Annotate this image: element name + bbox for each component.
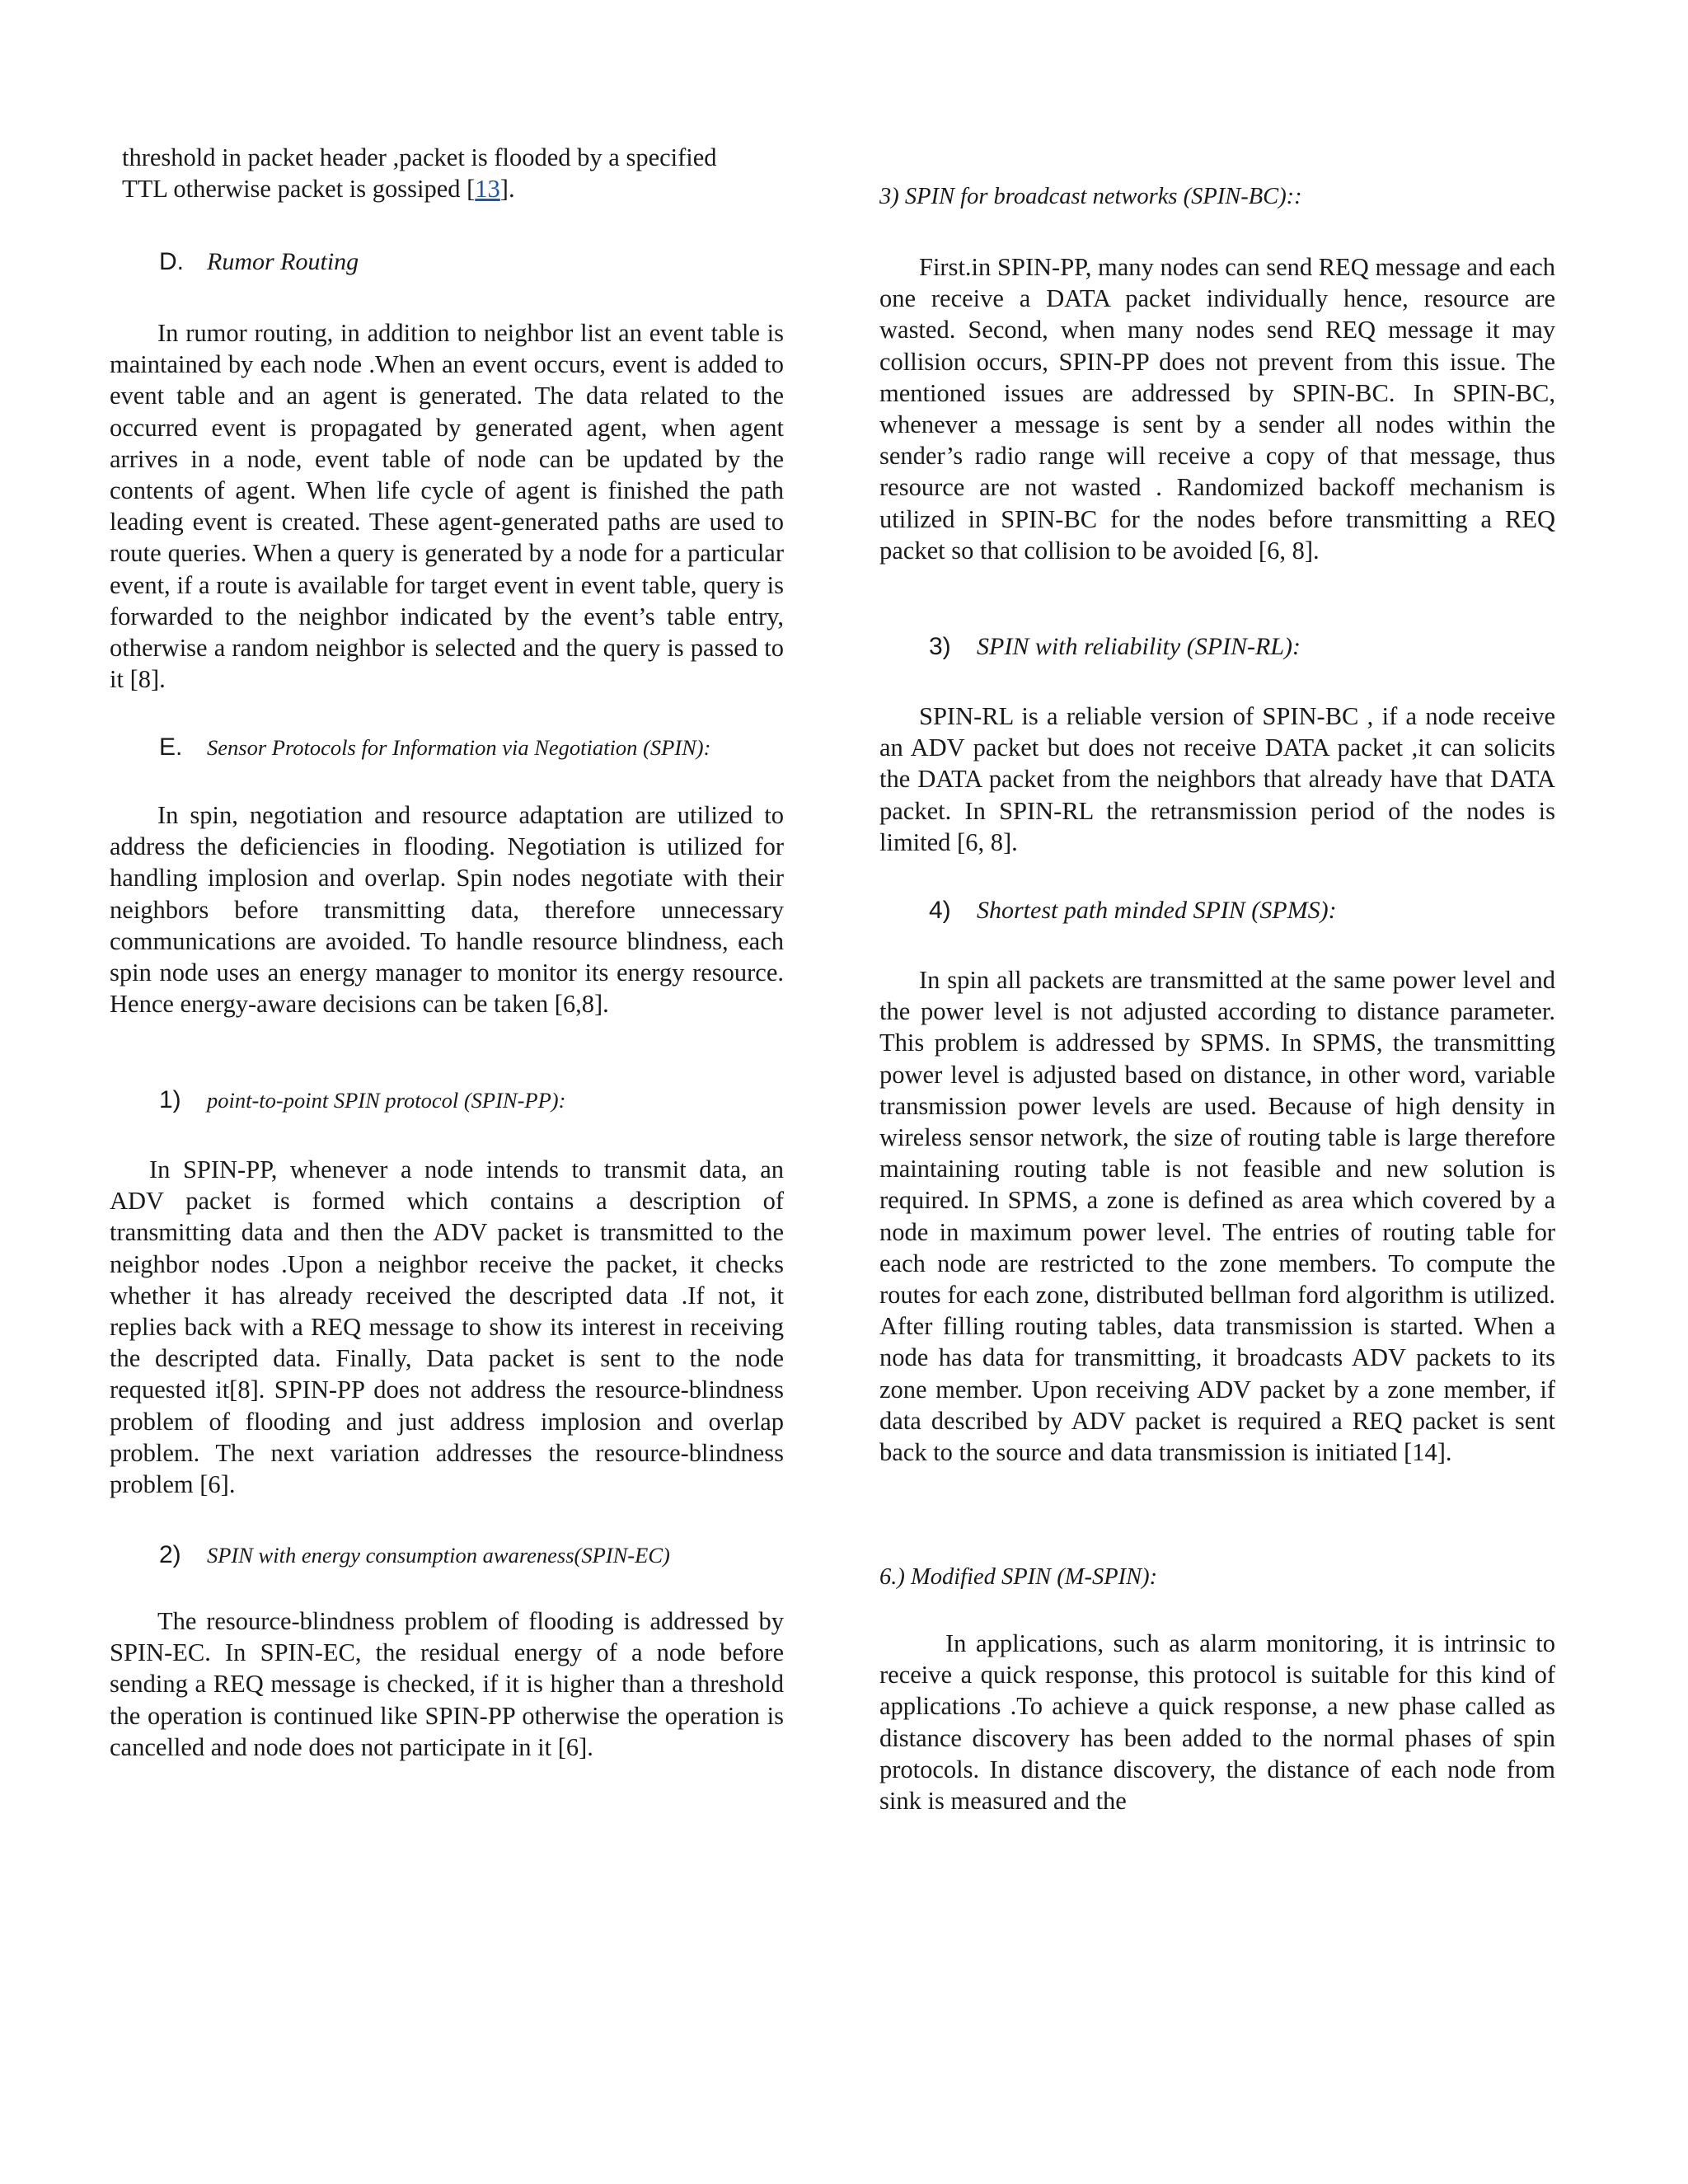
rumor-routing-paragraph: In rumor routing, in addition to neighbor list an event table is maintained by each node .When an event occurs, event is added to event table and an agent is generated. The data related to the occurred event is propagated by generated agent, when agent arrives in a node, event table of node can be updated by the contents of agent. When life cycle of agent is finished the path leading event is created. These agent-generated paths are used to route queries. When a query is generated by a node for a particular event, if a route is available for target event in event table, query is forwarded to the neighbor indicated by the event’s table entry, otherwise a random neighbor is selected and the query is passed to it [8]. bbox=[110, 319, 784, 694]
section-title: Rumor Routing bbox=[207, 248, 359, 275]
subsection-heading-m-spin bbox=[879, 1564, 1157, 1591]
subsection-heading-spin-rl bbox=[929, 633, 1301, 661]
subsection-heading-spin-bc bbox=[879, 184, 1302, 210]
section-title: Sensor Protocols for Information via Negotiation (SPIN): bbox=[207, 735, 711, 760]
subsection-heading-spms bbox=[929, 897, 1337, 925]
spin-bc-paragraph: First.in SPIN-PP, many nodes can send REQ message and each one receive a DATA packet individually hence, resource are wasted. Second, when many nodes send REQ message it may collision occurs, SPIN-PP does not prevent from this issue. The mentioned issues are addressed by SPIN-BC. In SPIN-BC, whenever a message is sent by a sender all nodes within the sender’s radio range will receive a copy of that message, thus resource are not wasted . Randomized backoff mechanism is utilized in SPIN-BC for the nodes before transmitting a REQ packet so that collision to be avoided [6, 8]. bbox=[879, 253, 1555, 565]
subsection-title: SPIN with reliability (SPIN-RL): bbox=[977, 633, 1301, 660]
continuation-paragraph bbox=[122, 142, 784, 204]
spin-ec-paragraph: The resource-blindness problem of flooding is addressed by SPIN-EC. In SPIN-EC, the residual energy of a node before sending a REQ message is checked, if it is higher than a threshold the operation is continued like SPIN-PP otherwise the operation is cancelled and node does not participate in it [6]. bbox=[110, 1607, 784, 1761]
spin-pp-paragraph: In SPIN-PP, whenever a node intends to transmit data, an ADV packet is formed which contains a description of transmitting data and then the ADV packet is transmitted to the neighbor nodes .Upon a neighbor receive the packet, it checks whether it has already received the descripted data .If not, it replies back with a REQ message to show its interest in receiving the descripted data. Finally, Data packet is sent to the node requested it[8]. SPIN-PP does not address the resource-blindness problem of flooding and just address implosion and overlap problem. The next variation addresses the resource-blindness problem [6]. bbox=[110, 1155, 784, 1499]
subsection-title: point-to-point SPIN protocol (SPIN-PP): bbox=[207, 1088, 566, 1113]
section-heading-rumor-routing bbox=[159, 248, 359, 276]
subsection-number: 3) bbox=[929, 633, 951, 660]
spin-rl-paragraph: SPIN-RL is a reliable version of SPIN-BC , if a node receive an ADV packet but does not receive DATA packet ,it can solicits the DATA packet from the neighbors that already have that DATA packet. In SPIN-RL the retransmission period of the nodes is limited [6, 8]. bbox=[879, 702, 1555, 856]
spms-paragraph: In spin all packets are transmitted at the same power level and the power level is not adjusted according to distance parameter. This problem is addressed by SPMS. In SPMS, the transmitting power level is adjusted based on distance, in other word, variable transmission power levels are used. Because of high density in wireless sensor network, the size of routing table is large therefore maintaining routing table is not feasible and new solution is required. In SPMS, a zone is defined as area which covered by a node in maximum power level. The entries of routing table for each node are restricted to the zone members. To compute the routes for each zone, distributed bellman ford algorithm is utilized. After filling routing tables, data transmission is started. When a node has data for transmitting, it broadcasts ADV packets to its zone member. Upon receiving ADV packet by a zone member, if data described by ADV packet is required a REQ packet is sent back to the source and data transmission is initiated [14]. bbox=[879, 966, 1555, 1467]
subsection-heading-spin-pp bbox=[159, 1086, 565, 1114]
section-number: E. bbox=[159, 733, 183, 761]
subsection-number: 1) bbox=[159, 1086, 181, 1113]
continuation-line-1: threshold in packet header ,packet is flooded by a specified bbox=[122, 143, 717, 171]
subsection-number: 4) bbox=[929, 897, 951, 924]
subsection-title: 3) SPIN for broadcast networks (SPIN-BC):: bbox=[879, 184, 1302, 209]
reference-link-13[interactable]: 13 bbox=[475, 175, 500, 204]
subsection-heading-spin-ec bbox=[159, 1541, 670, 1569]
m-spin-paragraph: In applications, such as alarm monitoring, it is intrinsic to receive a quick response, this protocol is suitable for this kind of applications .To achieve a quick response, a new phase called as distance discovery has been added to the normal phases of spin protocols. In distance discovery, the distance of each node from sink is measured and the bbox=[879, 1629, 1555, 1816]
subsection-title: Shortest path minded SPIN (SPMS): bbox=[977, 897, 1337, 924]
section-number: D. bbox=[159, 248, 184, 275]
section-heading-spin bbox=[159, 733, 710, 762]
continuation-line-2: TTL otherwise packet is gossiped [ bbox=[122, 175, 476, 204]
subsection-title: SPIN with energy consumption awareness(SPIN-EC) bbox=[207, 1543, 670, 1568]
subsection-number: 2) bbox=[159, 1541, 181, 1568]
spin-paragraph: In spin, negotiation and resource adaptation are utilized to address the deficiencies in flooding. Negotiation is utilized for handling implosion and overlap. Spin nodes negotiate with their neighbors before transmitting data, therefore unnecessary communications are avoided. To handle resource blindness, each spin node uses an energy manager to monitor its energy resource. Hence energy-aware decisions can be taken [6,8]. bbox=[110, 801, 784, 1019]
continuation-line-2-end: ]. bbox=[499, 175, 515, 204]
subsection-title: 6.) Modified SPIN (M-SPIN): bbox=[879, 1564, 1158, 1590]
